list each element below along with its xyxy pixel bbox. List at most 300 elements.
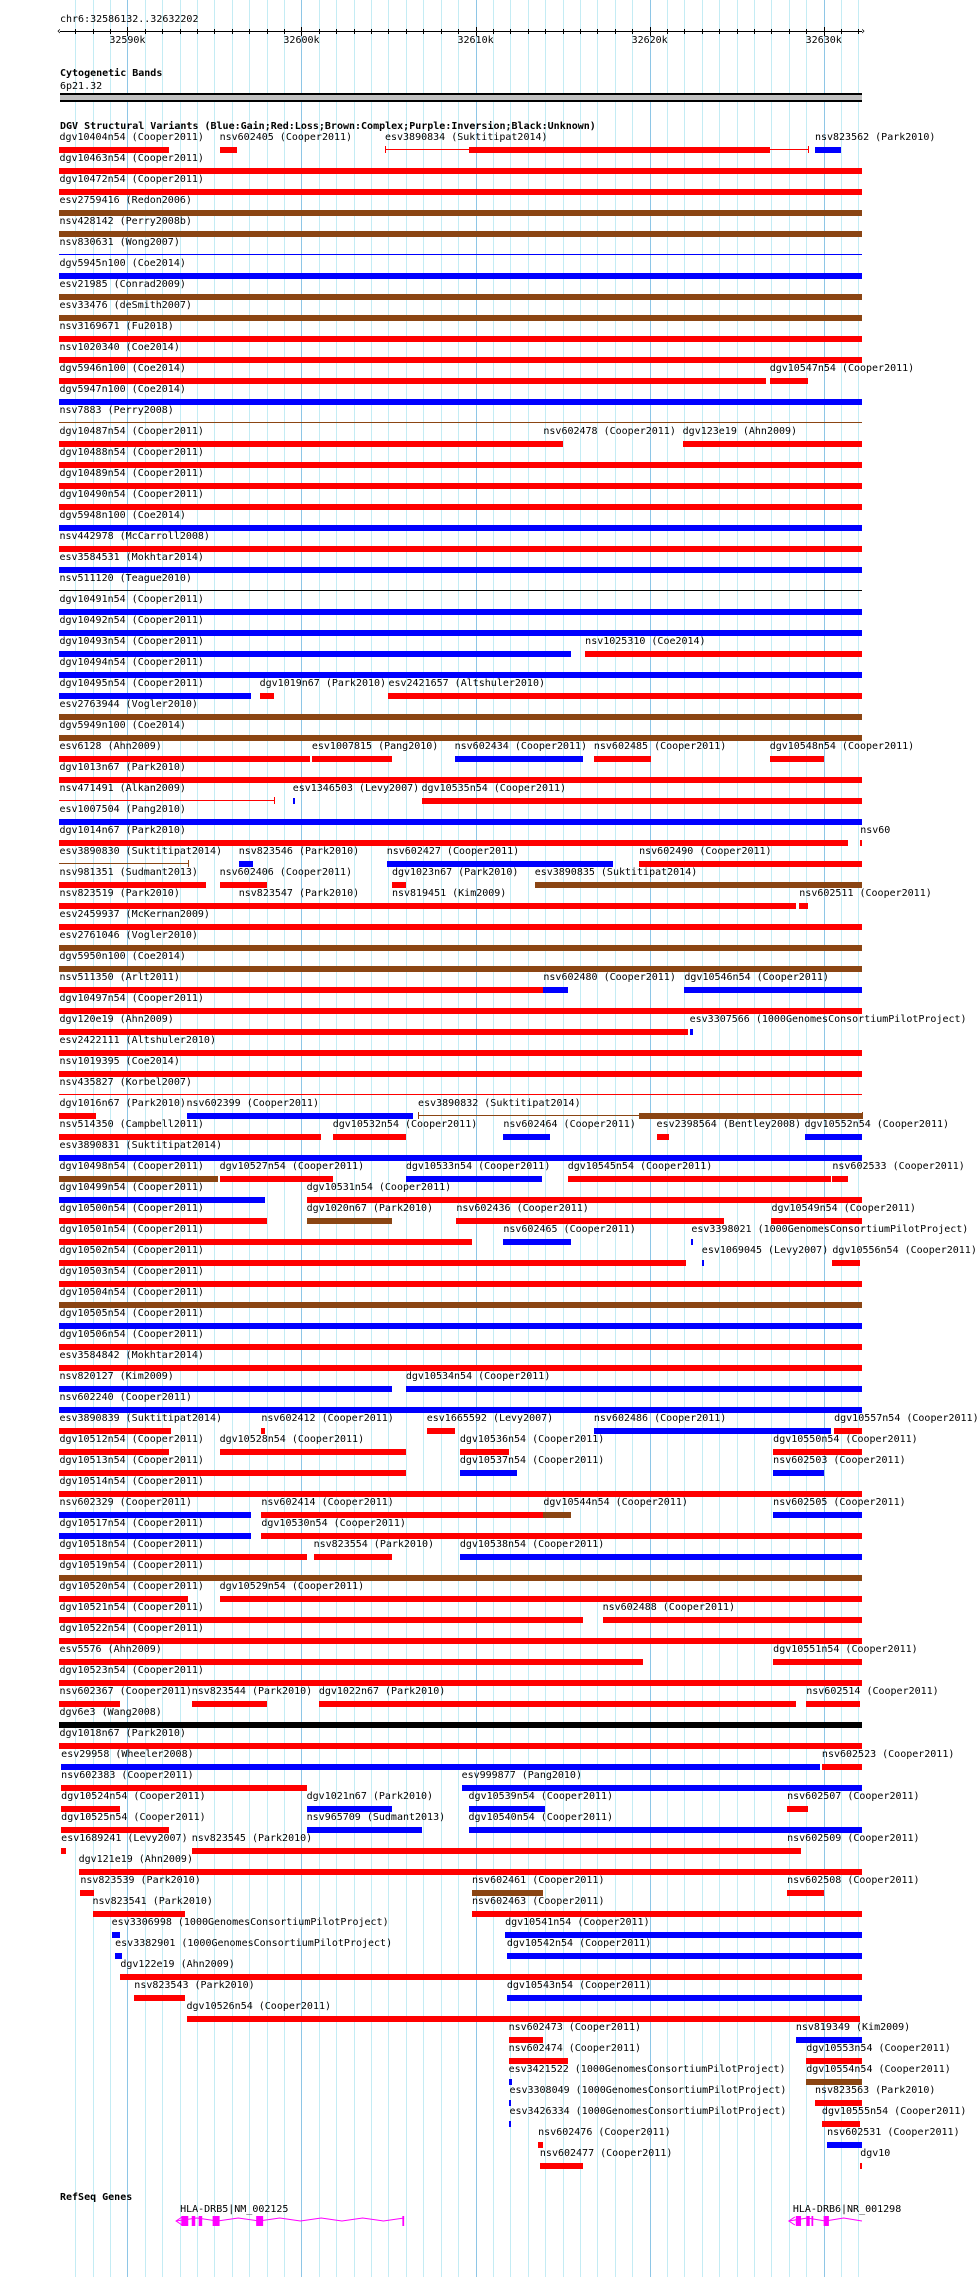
variant-label: esv6128 (Ahn2009) [59, 741, 162, 752]
variant-label: nsv602329 (Cooper2011) [59, 1497, 192, 1508]
variant-label: nsv442978 (McCarroll2008) [59, 531, 210, 542]
scroll-left-arrow-icon[interactable]: ‹ [56, 26, 63, 37]
variant-label: nsv602367 (Cooper2011) [59, 1686, 192, 1697]
variant-label: dgv10551n54 (Cooper2011) [773, 1644, 918, 1655]
variant-label: dgv10519n54 (Cooper2011) [59, 1560, 204, 1571]
gene-exon[interactable] [824, 2216, 829, 2226]
variant-label: dgv10535n54 (Cooper2011) [421, 783, 567, 794]
variant-loss-bar[interactable] [603, 1617, 862, 1623]
variant-gain-bar[interactable] [815, 147, 841, 153]
gene-exon[interactable] [181, 2216, 188, 2226]
variant-label: dgv10404n54 (Cooper2011) [59, 132, 204, 143]
variant-label: dgv5947n100 (Coe2014) [59, 384, 186, 395]
variant-label: esv1007504 (Pang2010) [59, 804, 186, 815]
variant-label: nsv602399 (Cooper2011) [186, 1098, 319, 1109]
variant-loss-bar[interactable] [220, 1449, 406, 1455]
variant-label: esv3890832 (Suktitipat2014) [418, 1098, 581, 1109]
minor-tick [336, 29, 337, 34]
variant-label: nsv602488 (Cooper2011) [602, 1602, 736, 1613]
variant-unknown-line[interactable] [59, 590, 862, 591]
variant-loss-bar[interactable] [822, 1764, 862, 1770]
gene-exon[interactable] [192, 2216, 195, 2226]
minor-tick [493, 29, 494, 34]
tick-label: 32630k [805, 35, 842, 46]
variant-label: nsv602427 (Cooper2011) [386, 846, 520, 857]
variant-loss-bar[interactable] [860, 840, 862, 846]
minor-tick [145, 29, 146, 34]
variant-loss-bar[interactable] [422, 798, 862, 804]
variant-label: dgv10526n54 (Cooper2011) [186, 2001, 332, 2012]
minor-tick [789, 29, 790, 34]
tick-label: 32620k [631, 35, 668, 46]
variant-label: dgv10542n54 (Cooper2011) [506, 1938, 652, 1949]
variant-label: esv1007815 (Pang2010) [311, 741, 439, 752]
variant-label: nsv511350 (Arlt2011) [59, 972, 180, 983]
variant-label: nsv1019395 (Coe2014) [59, 1056, 180, 1067]
variant-label: nsv823543 (Park2010) [134, 1980, 255, 1991]
variant-loss-bar[interactable] [312, 756, 392, 762]
variant-loss-bar[interactable] [540, 2163, 584, 2169]
variant-label: dgv10503n54 (Cooper2011) [59, 1266, 204, 1277]
variant-label: nsv602412 (Cooper2011) [261, 1413, 394, 1424]
variant-loss-bar[interactable] [192, 1701, 267, 1707]
variant-label: esv3382901 (1000GenomesConsortiumPilotProject) [115, 1938, 393, 1949]
variant-loss-bar[interactable] [568, 1176, 831, 1182]
variant-end-cap [188, 860, 189, 867]
minor-tick [563, 29, 564, 34]
variant-label: dgv10494n54 (Cooper2011) [59, 657, 204, 668]
variant-label: dgv10528n54 (Cooper2011) [219, 1434, 365, 1445]
minor-tick [719, 29, 720, 34]
variant-loss-bar[interactable] [239, 903, 392, 909]
variant-label: dgv10554n54 (Cooper2011) [806, 2064, 951, 2075]
variant-label: nsv1025310 (Coe2014) [585, 636, 706, 647]
variant-label: nsv428142 (Perry2008b) [59, 216, 192, 227]
refseq-track-title: RefSeq Genes [60, 2192, 133, 2203]
variant-label: dgv10527n54 (Cooper2011) [219, 1161, 365, 1172]
variant-label: dgv10487n54 (Cooper2011) [59, 426, 204, 437]
variant-gain-bar[interactable] [59, 399, 862, 405]
gene-intron-line[interactable] [176, 2218, 404, 2221]
variant-label: esv21985 (Conrad2009) [59, 279, 186, 290]
variant-label: nsv602383 (Cooper2011) [61, 1770, 194, 1781]
variant-label: nsv7883 (Perry2008) [59, 405, 174, 416]
variant-gain-bar[interactable] [773, 1512, 862, 1518]
variant-label: nsv435827 (Korbel2007) [59, 1077, 192, 1088]
variant-gain-bar[interactable] [507, 1995, 862, 2001]
variant-label: nsv602464 (Cooper2011) [503, 1119, 636, 1130]
variant-start-cap [385, 146, 386, 153]
gene-exon[interactable] [806, 2216, 809, 2226]
variant-label: nsv602509 (Cooper2011) [787, 1833, 920, 1844]
variant-label: dgv10517n54 (Cooper2011) [59, 1518, 204, 1529]
variant-loss-bar[interactable] [220, 147, 237, 153]
variant-label: nsv602480 (Cooper2011) [543, 972, 676, 983]
variant-label: dgv10492n54 (Cooper2011) [59, 615, 204, 626]
variant-start-cap [418, 1112, 419, 1119]
variant-gain-bar[interactable] [406, 1386, 862, 1392]
variant-loss-bar[interactable] [392, 903, 796, 909]
minor-tick [702, 29, 703, 34]
minor-tick [737, 29, 738, 34]
variant-label: esv2422111 (Altshuler2010) [59, 1035, 216, 1046]
tick-label: 32590k [109, 35, 146, 46]
variant-gain-bar[interactable] [455, 756, 584, 762]
variant-label: dgv10524n54 (Cooper2011) [61, 1791, 206, 1802]
variant-label: dgv10555n54 (Cooper2011) [821, 2106, 967, 2117]
variant-label: nsv602511 (Cooper2011) [799, 888, 932, 899]
minor-tick [267, 29, 268, 34]
variant-label: dgv10522n54 (Cooper2011) [59, 1623, 204, 1634]
variant-label: nsv602523 (Cooper2011) [821, 1749, 955, 1760]
variant-label: esv1665592 (Levy2007) [426, 1413, 554, 1424]
variant-gain-bar[interactable] [684, 987, 862, 993]
variant-label: dgv10550n54 (Cooper2011) [773, 1434, 918, 1445]
variant-loss-bar[interactable] [333, 1134, 406, 1140]
variant-loss-bar[interactable] [469, 147, 770, 153]
variant-label: dgv10521n54 (Cooper2011) [59, 1602, 204, 1613]
variant-loss-bar[interactable] [61, 1848, 66, 1854]
variant-label: dgv5946n100 (Coe2014) [59, 363, 186, 374]
variant-gain-bar[interactable] [507, 1953, 862, 1959]
minor-tick [667, 29, 668, 34]
variant-loss-bar[interactable] [543, 441, 562, 447]
minor-tick [615, 29, 616, 34]
variant-label: esv3306998 (1000GenomesConsortiumPilotProject) [111, 1917, 389, 1928]
variant-label: esv3308049 (1000GenomesConsortiumPilotProject) [509, 2085, 787, 2096]
variant-loss-bar[interactable] [832, 1260, 860, 1266]
variant-label: dgv10529n54 (Cooper2011) [219, 1581, 365, 1592]
variant-gain-bar[interactable] [827, 2142, 862, 2148]
variant-label: esv2761046 (Vogler2010) [59, 930, 198, 941]
minor-tick [284, 29, 285, 34]
variant-label: nsv602473 (Cooper2011) [508, 2022, 642, 2033]
variant-label: nsv823546 (Park2010) [238, 846, 360, 857]
variant-label: dgv10523n54 (Cooper2011) [59, 1665, 204, 1676]
variant-label: dgv10 [860, 2148, 891, 2159]
variant-label: nsv602434 (Cooper2011) [454, 741, 588, 752]
variant-label: esv33476 (deSmith2007) [59, 300, 192, 311]
gene-label[interactable]: HLA-DRB6|NR_001298 [792, 2204, 902, 2215]
variant-label: dgv10548n54 (Cooper2011) [769, 741, 915, 752]
minor-tick [180, 29, 181, 34]
minor-tick [458, 29, 459, 34]
dgv-track-title: DGV Structural Variants (Blue:Gain;Red:Loss;Brown:Complex;Purple:Inversion;Black:Unknown) [60, 121, 596, 132]
variant-loss-bar[interactable] [773, 1659, 862, 1665]
variant-end-cap [862, 1112, 863, 1119]
variant-loss-bar[interactable] [260, 693, 274, 699]
variant-loss-bar[interactable] [770, 378, 808, 384]
variant-label: nsv823519 (Park2010) [59, 888, 180, 899]
variant-label: esv3890831 (Suktitipat2014) [59, 1140, 222, 1151]
variant-label: esv29958 (Wheeler2008) [61, 1749, 194, 1760]
variant-label: esv1346503 (Levy2007) [292, 783, 420, 794]
variant-label: dgv10497n54 (Cooper2011) [59, 993, 204, 1004]
variant-label: dgv1022n67 (Park2010) [318, 1686, 446, 1697]
variant-label: dgv10545n54 (Cooper2011) [567, 1161, 713, 1172]
variant-label: dgv10501n54 (Cooper2011) [59, 1224, 204, 1235]
variant-label: dgv121e19 (Ahn2009) [78, 1854, 193, 1865]
variant-label: dgv10498n54 (Cooper2011) [59, 1161, 204, 1172]
variant-loss-bar[interactable] [787, 1806, 808, 1812]
variant-label: esv2398564 (Bentley2008) [656, 1119, 802, 1130]
variant-label: dgv10472n54 (Cooper2011) [59, 174, 204, 185]
minor-tick [110, 29, 111, 34]
scroll-right-arrow-icon[interactable]: › [860, 26, 867, 37]
variant-label: nsv602531 (Cooper2011) [827, 2127, 960, 2138]
minor-tick [841, 29, 842, 34]
variant-label: dgv10546n54 (Cooper2011) [684, 972, 829, 983]
minor-tick [388, 29, 389, 34]
minor-tick [528, 29, 529, 34]
variant-gain-bar[interactable] [702, 1260, 704, 1266]
variant-label: dgv10549n54 (Cooper2011) [771, 1203, 916, 1214]
variant-end-cap [808, 146, 809, 153]
variant-label: dgv10557n54 (Cooper2011) [834, 1413, 979, 1424]
tick-label: 32610k [457, 35, 494, 46]
variant-label: nsv1020340 (Coe2014) [59, 342, 180, 353]
cytoband-track-title: Cytogenetic Bands [60, 68, 163, 79]
minor-tick [406, 29, 407, 34]
minor-tick [580, 29, 581, 34]
variant-label: nsv965709 (Sudmant2013) [306, 1812, 446, 1823]
variant-gain-bar[interactable] [690, 1029, 693, 1035]
variant-label: esv2759416 (Redon2006) [59, 195, 192, 206]
variant-loss-bar[interactable] [134, 1995, 184, 2001]
variant-label: nsv602240 (Cooper2011) [59, 1392, 192, 1403]
variant-label: dgv10500n54 (Cooper2011) [59, 1203, 204, 1214]
minor-tick [249, 29, 250, 34]
variant-label: esv1069045 (Levy2007) [701, 1245, 829, 1256]
minor-tick [545, 29, 546, 34]
variant-loss-bar[interactable] [657, 1134, 669, 1140]
variant-label: esv5576 (Ahn2009) [59, 1644, 162, 1655]
variant-loss-bar[interactable] [192, 1848, 787, 1854]
variant-label: dgv123e19 (Ahn2009) [682, 426, 798, 437]
variant-loss-bar[interactable] [770, 756, 824, 762]
variant-loss-bar[interactable] [314, 1554, 392, 1560]
variant-gain-bar[interactable] [307, 1827, 422, 1833]
variant-complex-line[interactable] [59, 863, 188, 864]
variant-label: nsv602478 (Cooper2011) [543, 426, 676, 437]
gene-exon[interactable] [402, 2216, 404, 2226]
variant-loss-bar[interactable] [427, 1428, 455, 1434]
variant-label: nsv823539 (Park2010) [80, 1875, 201, 1886]
variant-label: nsv514350 (Campbell2011) [59, 1119, 204, 1130]
variant-loss-bar[interactable] [787, 1890, 824, 1896]
variant-loss-bar[interactable] [806, 1701, 860, 1707]
variant-label: dgv10513n54 (Cooper2011) [59, 1455, 204, 1466]
variant-gain-line[interactable] [59, 254, 862, 255]
variant-label: dgv10537n54 (Cooper2011) [459, 1455, 605, 1466]
variant-gain-bar[interactable] [503, 1239, 571, 1245]
variant-label: dgv10495n54 (Cooper2011) [59, 678, 204, 689]
variant-label: dgv122e19 (Ahn2009) [120, 1959, 235, 1970]
variant-label: nsv823541 (Park2010) [92, 1896, 213, 1907]
variant-label: nsv602477 (Cooper2011) [539, 2148, 673, 2159]
minor-tick [214, 29, 215, 34]
variant-label: dgv10504n54 (Cooper2011) [59, 1287, 204, 1298]
variant-gain-bar[interactable] [773, 1470, 823, 1476]
variant-loss-bar[interactable] [860, 2163, 862, 2169]
variant-loss-bar[interactable] [220, 1596, 862, 1602]
variant-complex-bar[interactable] [59, 315, 862, 321]
minor-tick [75, 29, 76, 34]
variant-label: nsv981351 (Sudmant2013) [59, 867, 198, 878]
variant-label: dgv10532n54 (Cooper2011) [332, 1119, 478, 1130]
variant-label: dgv6e3 (Wang2008) [59, 1707, 162, 1718]
variant-gain-bar[interactable] [503, 1134, 550, 1140]
gene-exon[interactable] [811, 2216, 813, 2226]
variant-loss-bar[interactable] [832, 1176, 848, 1182]
variant-complex-bar[interactable] [543, 1512, 571, 1518]
variant-loss-bar[interactable] [388, 693, 862, 699]
variant-label: dgv5945n100 (Coe2014) [59, 258, 186, 269]
minor-tick [354, 29, 355, 34]
minor-tick [684, 29, 685, 34]
variant-label: dgv1013n67 (Park2010) [59, 762, 186, 773]
variant-label: esv3890830 (Suktitipat2014) [59, 846, 222, 857]
variant-label: esv3584531 (Mokhtar2014) [59, 552, 204, 563]
variant-label: esv3398021 (1000GenomesConsortiumPilotProject) [691, 1224, 969, 1235]
variant-label: dgv10552n54 (Cooper2011) [804, 1119, 950, 1130]
minor-tick [754, 29, 755, 34]
variant-label: dgv1020n67 (Park2010) [306, 1203, 434, 1214]
variant-label: dgv1023n67 (Park2010) [391, 867, 519, 878]
variant-label: esv2421657 (Altshuler2010) [388, 678, 545, 689]
variant-label: nsv819451 (Kim2009) [391, 888, 507, 899]
variant-gain-bar[interactable] [460, 1554, 862, 1560]
variant-label: nsv3169671 (Fu2018) [59, 321, 174, 332]
variant-gain-bar[interactable] [460, 1470, 517, 1476]
variant-label: esv3890834 (Suktitipat2014) [384, 132, 548, 143]
variant-label: nsv602414 (Cooper2011) [261, 1497, 394, 1508]
minor-tick [632, 29, 633, 34]
variant-label: dgv10544n54 (Cooper2011) [543, 1497, 688, 1508]
minor-tick [162, 29, 163, 34]
variant-label: dgv10514n54 (Cooper2011) [59, 1476, 204, 1487]
minor-tick [858, 29, 859, 34]
variant-label: dgv10538n54 (Cooper2011) [459, 1539, 605, 1550]
variant-label: dgv10502n54 (Cooper2011) [59, 1245, 204, 1256]
variant-label: nsv823547 (Park2010) [238, 888, 360, 899]
variant-label: dgv10534n54 (Cooper2011) [405, 1371, 551, 1382]
variant-label: nsv511120 (Teague2010) [59, 573, 192, 584]
variant-loss-bar[interactable] [59, 1638, 862, 1644]
variant-label: nsv823544 (Park2010) [191, 1686, 313, 1697]
variant-label: dgv10536n54 (Cooper2011) [459, 1434, 605, 1445]
variant-label: nsv60 [860, 825, 891, 836]
variant-label: dgv10512n54 (Cooper2011) [59, 1434, 204, 1445]
gene-exon[interactable] [213, 2216, 220, 2226]
variant-loss-line[interactable] [59, 800, 273, 801]
variant-label: esv3890839 (Suktitipat2014) [59, 1413, 222, 1424]
variant-label: dgv10553n54 (Cooper2011) [806, 2043, 951, 2054]
variant-label: nsv602406 (Cooper2011) [219, 867, 353, 878]
variant-label: esv3426334 (1000GenomesConsortiumPilotProject) [509, 2106, 787, 2117]
variant-loss-line[interactable] [59, 1094, 862, 1095]
variant-label: nsv602503 (Cooper2011) [773, 1455, 906, 1466]
variant-label: dgv10489n54 (Cooper2011) [59, 468, 204, 479]
variant-label: nsv602507 (Cooper2011) [787, 1791, 920, 1802]
variant-label: nsv602533 (Cooper2011) [832, 1161, 965, 1172]
variant-label: nsv823545 (Park2010) [191, 1833, 313, 1844]
variant-label: nsv602436 (Cooper2011) [456, 1203, 589, 1214]
variant-loss-bar[interactable] [799, 903, 808, 909]
variant-label: dgv10540n54 (Cooper2011) [468, 1812, 614, 1823]
variant-label: dgv10543n54 (Cooper2011) [506, 1980, 652, 1991]
variant-label: dgv5948n100 (Coe2014) [59, 510, 186, 521]
variant-label: dgv10491n54 (Cooper2011) [59, 594, 204, 605]
variant-gain-bar[interactable] [543, 987, 567, 993]
variant-loss-bar[interactable] [319, 1701, 796, 1707]
variant-label: dgv10506n54 (Cooper2011) [59, 1329, 204, 1340]
gene-exon[interactable] [199, 2216, 202, 2226]
variant-label: dgv1021n67 (Park2010) [306, 1791, 434, 1802]
variant-label: dgv1018n67 (Park2010) [59, 1728, 186, 1739]
variant-label: dgv10463n54 (Cooper2011) [59, 153, 204, 164]
variant-gain-bar[interactable] [691, 1239, 693, 1245]
minor-tick [771, 29, 772, 34]
variant-label: nsv602490 (Cooper2011) [639, 846, 772, 857]
minor-tick [597, 29, 598, 34]
variant-loss-bar[interactable] [683, 441, 862, 447]
variant-label: nsv602508 (Cooper2011) [787, 1875, 920, 1886]
gene-exon[interactable] [796, 2216, 801, 2226]
variant-label: nsv602514 (Cooper2011) [806, 1686, 939, 1697]
variant-label: dgv120e19 (Ahn2009) [59, 1014, 174, 1025]
variant-label: nsv602463 (Cooper2011) [472, 1896, 605, 1907]
variant-label: dgv1019n67 (Park2010) [259, 678, 387, 689]
variant-end-cap [274, 797, 275, 804]
minor-tick [423, 29, 424, 34]
variant-label: nsv602485 (Cooper2011) [593, 741, 727, 752]
variant-label: dgv10539n54 (Cooper2011) [468, 1791, 614, 1802]
variant-gain-bar[interactable] [509, 2121, 511, 2127]
variant-gain-bar[interactable] [293, 798, 295, 804]
variant-gain-bar[interactable] [805, 1134, 862, 1140]
minor-tick [93, 29, 94, 34]
gene-models [0, 2205, 890, 2235]
variant-complex-bar[interactable] [307, 1218, 392, 1224]
variant-label: nsv602474 (Cooper2011) [508, 2043, 642, 2054]
variant-label: esv999877 (Pang2010) [461, 1770, 582, 1781]
minor-tick [371, 29, 372, 34]
minor-tick [232, 29, 233, 34]
cytoband-label: 6p21.32 [60, 81, 103, 92]
variant-loss-bar[interactable] [585, 651, 862, 657]
variant-label: dgv10531n54 (Cooper2011) [306, 1182, 452, 1193]
variant-label: nsv830631 (Wong2007) [59, 237, 180, 248]
variant-label: nsv602461 (Cooper2011) [472, 1875, 605, 1886]
gene-exon[interactable] [256, 2216, 263, 2226]
variant-label: nsv602486 (Cooper2011) [593, 1413, 727, 1424]
gene-label[interactable]: HLA-DRB5|NM_002125 [180, 2204, 289, 2215]
variant-label: esv3421522 (1000GenomesConsortiumPilotProject) [508, 2064, 786, 2075]
variant-loss-bar[interactable] [594, 756, 651, 762]
variant-label: dgv10493n54 (Cooper2011) [59, 636, 204, 647]
variant-complex-line[interactable] [59, 422, 862, 423]
variant-label: nsv602505 (Cooper2011) [773, 1497, 906, 1508]
cytoband-bar[interactable] [60, 93, 862, 102]
variant-loss-bar[interactable] [787, 1848, 801, 1854]
variant-label: dgv10525n54 (Cooper2011) [61, 1812, 206, 1823]
variant-label: nsv819349 (Kim2009) [795, 2022, 911, 2033]
variant-label: dgv10530n54 (Cooper2011) [261, 1518, 406, 1529]
variant-label: dgv10499n54 (Cooper2011) [59, 1182, 204, 1193]
variant-label: dgv10505n54 (Cooper2011) [59, 1308, 204, 1319]
variant-label: esv2459937 (McKernan2009) [59, 909, 210, 920]
